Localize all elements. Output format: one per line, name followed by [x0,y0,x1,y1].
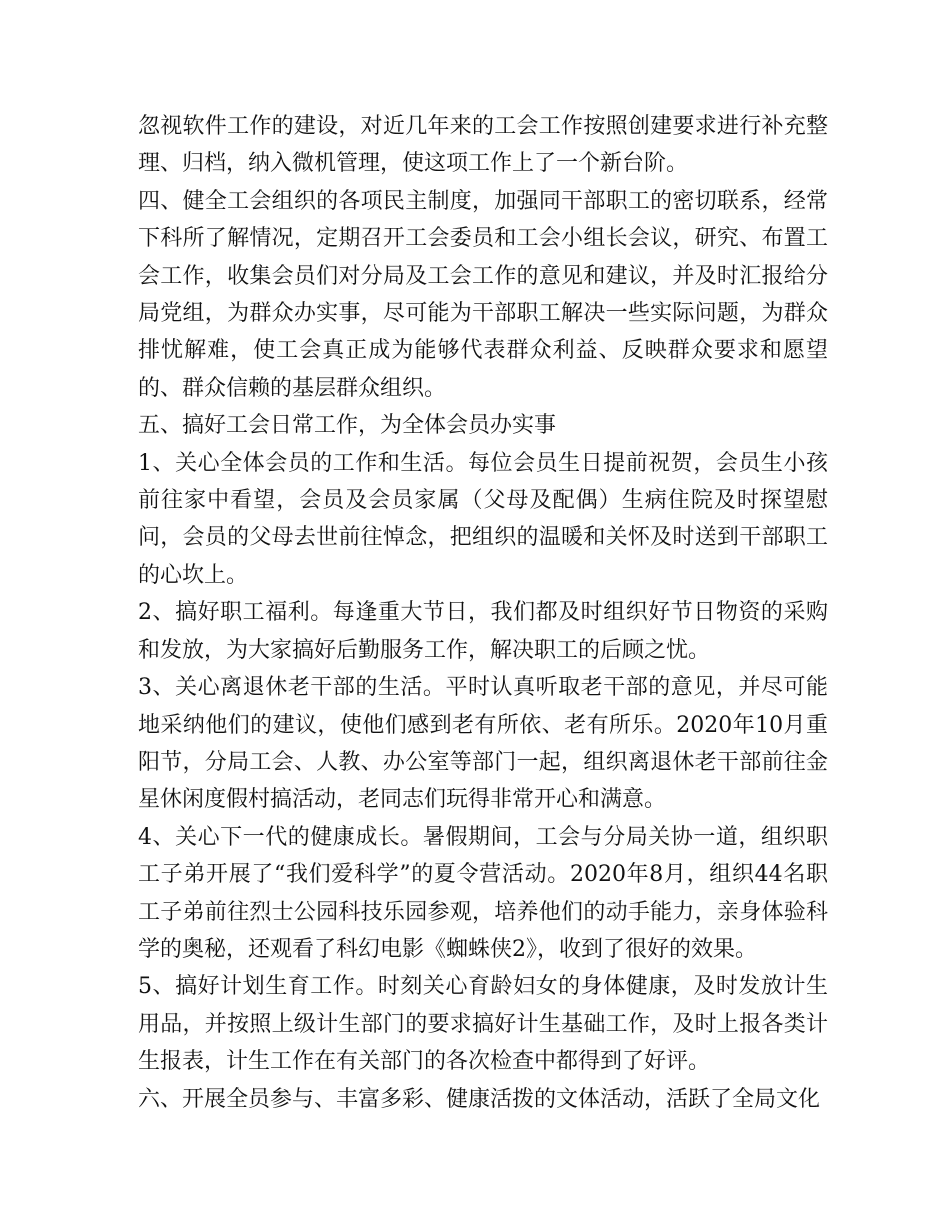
paragraph-item-2: 2、搞好职工福利。每逢重大节日，我们都及时组织好节日物资的采购和发放，为大家搞好后勤服务工作，解决职工的后顾之忧。 [138,600,828,663]
paragraph-section-four: 四、健全工会组织的各项民主制度，加强同干部职工的密切联系，经常下科所了解情况，定期召开工会委员和工会小组长会议，研究、布置工会工作，收集会员们对分局及工会工作的意见和建议，并及时汇报给分局党组，为群众办实事，尽可能为干部职工解决一些实际问题，为群众排忧解难，使工会真正成为能够代表群众利益、反映群众要求和愿望的、群众信赖的基层群众组织。 [138,188,828,401]
paragraph-item-4: 4、关心下一代的健康成长。暑假期间，工会与分局关协一道，组织职工子弟开展了“我们爱科学”的夏令营活动。2020年8月，组织44名职工子弟前往烈士公园科技乐园参观，培养他们的动手能力，亲身体验科学的奥秘，还观看了科幻电影《蜘蛛侠2》，收到了很好的效果。 [138,824,828,962]
paragraph-item-1: 1、关心全体会员的工作和生活。每位会员生日提前祝贺，会员生小孩前往家中看望，会员及会员家属（父母及配偶）生病住院及时探望慰问，会员的父母去世前往悼念，把组织的温暖和关怀及时送到干部职工的心坎上。 [138,450,828,588]
paragraph-section-five-heading: 五、搞好工会日常工作，为全体会员办实事 [138,413,557,439]
document-body [138,108,828,1118]
paragraph-item-5: 5、搞好计划生育工作。时刻关心育龄妇女的身体健康，及时发放计生用品，并按照上级计生部门的要求搞好计生基础工作，及时上报各类计生报表，计生工作在有关部门的各次检查中都得到了好评。 [138,974,828,1075]
paragraph-section-six: 六、开展全员参与、丰富多彩、健康活拨的文体活动，活跃了全局文化 [138,1086,821,1112]
paragraph-continuation: 忽视软件工作的建设，对近几年来的工会工作按照创建要求进行补充整理、归档，纳入微机管理，使这项工作上了一个新台阶。 [138,114,828,177]
paragraph-item-3: 3、关心离退休老干部的生活。平时认真听取老干部的意见，并尽可能地采纳他们的建议，使他们感到老有所依、老有所乐。2020年10月重阳节，分局工会、人教、办公室等部门一起，组织离退休老干部前往金星休闲度假村搞活动，老同志们玩得非常开心和满意。 [138,675,828,813]
